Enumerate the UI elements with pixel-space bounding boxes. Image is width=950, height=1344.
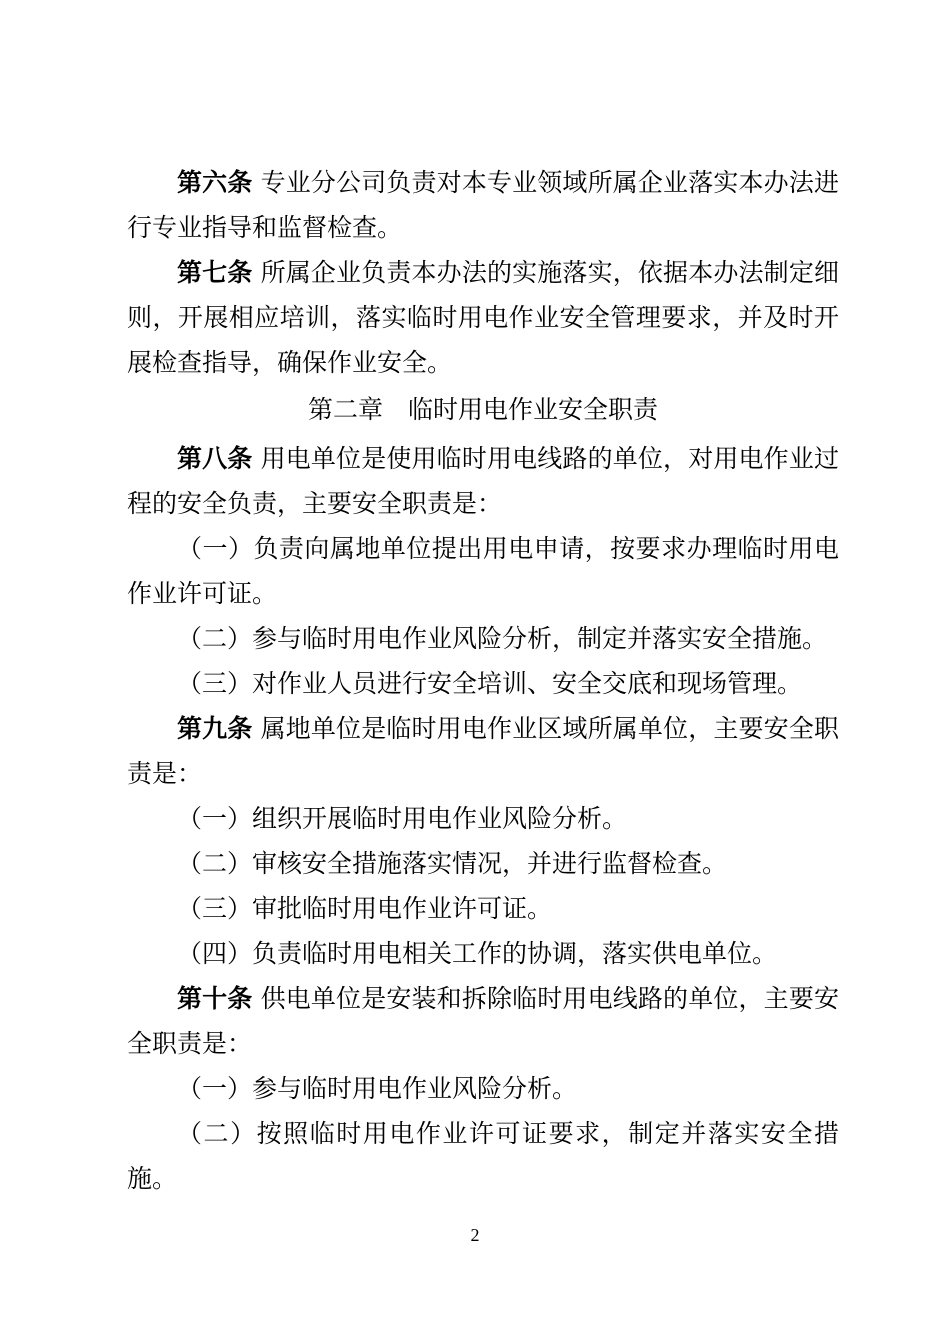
document-body — [127, 160, 839, 1201]
article-text: 用电单位是使用临时用电线路的单位，对用电作业过程的安全负责，主要安全职责是： — [127, 444, 839, 518]
article-9 — [127, 706, 839, 796]
article-text: 所属企业负责本办法的实施落实，依据本办法制定细则，开展相应培训，落实临时用电作业安全管理要求，并及时开展检查指导，确保作业安全。 — [127, 258, 839, 377]
article-text: 供电单位是安装和拆除临时用电线路的单位，主要安全职责是： — [127, 984, 839, 1058]
article-heading: 第七条 — [177, 258, 253, 287]
list-item: （二）审核安全措施落实情况，并进行监督检查。 — [177, 849, 728, 878]
list-item: （三）对作业人员进行安全培训、安全交底和现场管理。 — [177, 669, 803, 698]
chapter-heading: 第二章 临时用电作业安全职责 — [307, 395, 658, 424]
article-10 — [127, 976, 839, 1066]
article-6 — [127, 160, 839, 250]
list-item: （一）负责向属地单位提出用电申请，按要求办理临时用电作业许可证。 — [127, 534, 839, 608]
article-text: 专业分公司负责对本专业领域所属企业落实本办法进行专业指导和监督检查。 — [127, 168, 839, 242]
list-item: （一）组织开展临时用电作业风险分析。 — [177, 804, 628, 833]
list-item: （二）参与临时用电作业风险分析，制定并落实安全措施。 — [177, 624, 828, 653]
list-item: （一）参与临时用电作业风险分析。 — [177, 1074, 578, 1103]
page-number: 2 — [470, 1225, 480, 1245]
article-heading: 第八条 — [177, 444, 253, 473]
article-heading: 第十条 — [177, 984, 253, 1013]
article-heading: 第六条 — [177, 168, 253, 197]
article-7 — [127, 250, 839, 385]
list-item: （四）负责临时用电相关工作的协调，落实供电单位。 — [177, 939, 778, 968]
list-item: （二）按照临时用电作业许可证要求，制定并落实安全措施。 — [127, 1119, 839, 1193]
article-text: 属地单位是临时用电作业区域所属单位，主要安全职责是： — [127, 714, 839, 788]
list-item: （三）审批临时用电作业许可证。 — [177, 894, 553, 923]
article-heading: 第九条 — [177, 714, 253, 743]
article-8 — [127, 436, 839, 526]
